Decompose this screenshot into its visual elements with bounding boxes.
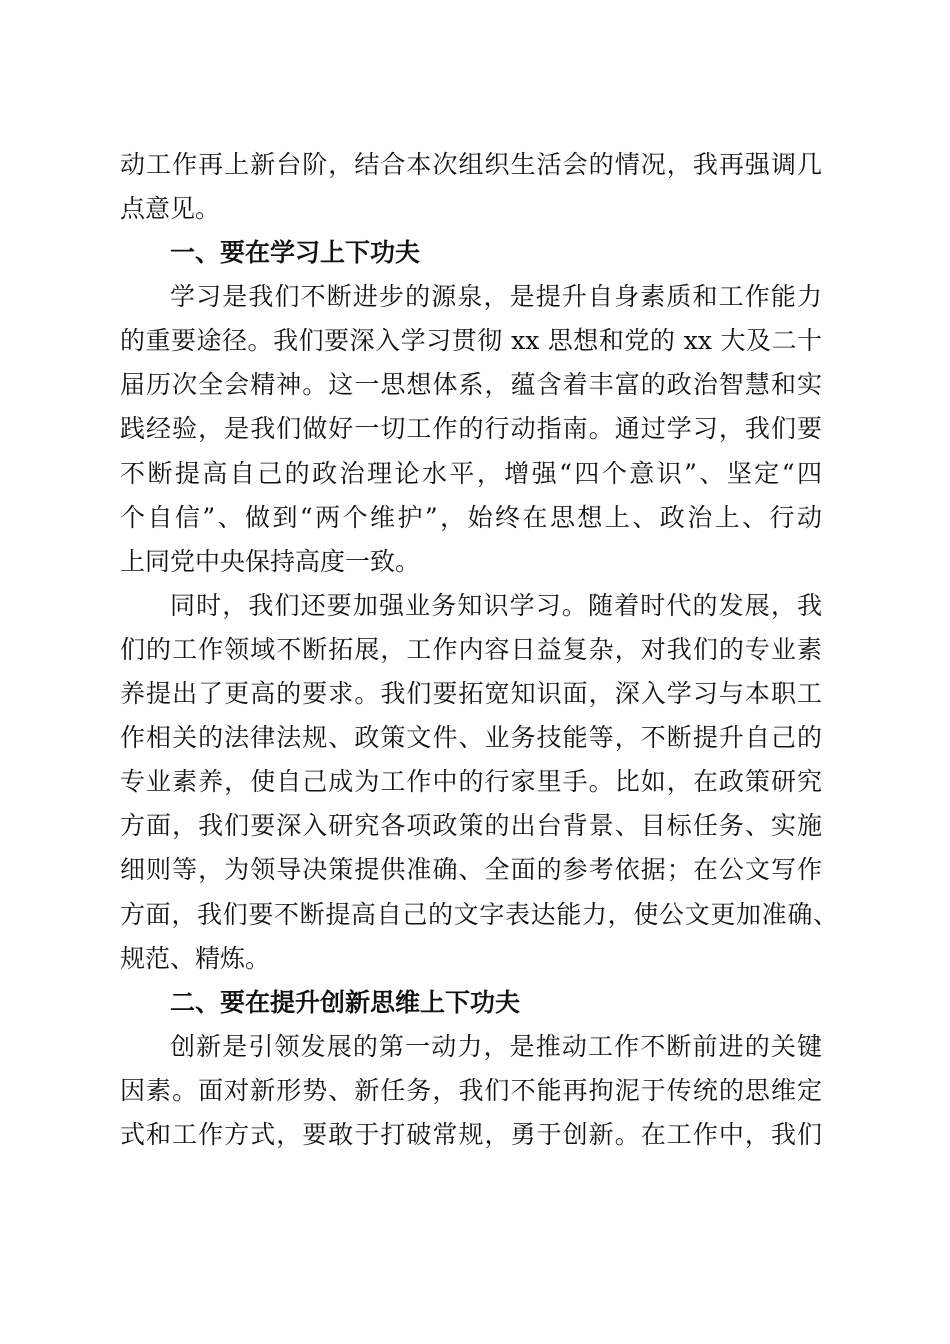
paragraph-line: 方面，我们要不断提高自己的文字表达能力，使公文更加准确、: [120, 900, 838, 929]
paragraph-line: 创新是引领发展的第一动力，是推动工作不断前进的关键: [170, 1032, 822, 1061]
section-heading-1: 一、要在学习上下功夫: [170, 238, 421, 267]
paragraph-line: 作相关的法律法规、政策文件、业务技能等，不断提升自己的: [120, 723, 822, 752]
paragraph-line: 个自信”、做到“两个维护”，始终在思想上、政治上、行动: [120, 503, 822, 532]
paragraph-line: 上同党中央保持高度一致。: [120, 547, 421, 576]
paragraph-line: 学习是我们不断进步的源泉，是提升自身素质和工作能力: [170, 282, 822, 311]
section-heading-2: 二、要在提升创新思维上下功夫: [170, 988, 521, 1017]
paragraph-line: 不断提高自己的政治理论水平，增强“四个意识”、坚定“四: [120, 459, 822, 488]
paragraph-line: 规范、精炼。: [120, 944, 271, 973]
paragraph-line: 方面，我们要深入研究各项政策的出台背景、目标任务、实施: [120, 811, 822, 840]
paragraph-line: 践经验，是我们做好一切工作的行动指南。通过学习，我们要: [120, 414, 822, 443]
paragraph-line: 的重要途径。我们要深入学习贯彻 xx 思想和党的 xx 大及二十: [120, 326, 822, 355]
paragraph-line: 同时，我们还要加强业务知识学习。随着时代的发展，我: [170, 591, 822, 620]
paragraph-line: 们的工作领域不断拓展，工作内容日益复杂，对我们的专业素: [120, 635, 822, 664]
paragraph-line: 专业素养，使自己成为工作中的行家里手。比如，在政策研究: [120, 767, 822, 796]
paragraph-line: 点意见。: [120, 194, 221, 223]
paragraph-line: 动工作再上新台阶，结合本次组织生活会的情况，我再强调几: [120, 150, 822, 179]
paragraph-line: 养提出了更高的要求。我们要拓宽知识面，深入学习与本职工: [120, 679, 822, 708]
paragraph-line: 细则等，为领导决策提供准确、全面的参考依据；在公文写作: [120, 855, 822, 884]
paragraph-line: 届历次全会精神。这一思想体系，蕴含着丰富的政治智慧和实: [120, 370, 822, 399]
paragraph-line: 式和工作方式，要敢于打破常规，勇于创新。在工作中，我们: [120, 1120, 822, 1149]
paragraph-line: 因素。面对新形势、新任务，我们不能再拘泥于传统的思维定: [120, 1076, 822, 1105]
